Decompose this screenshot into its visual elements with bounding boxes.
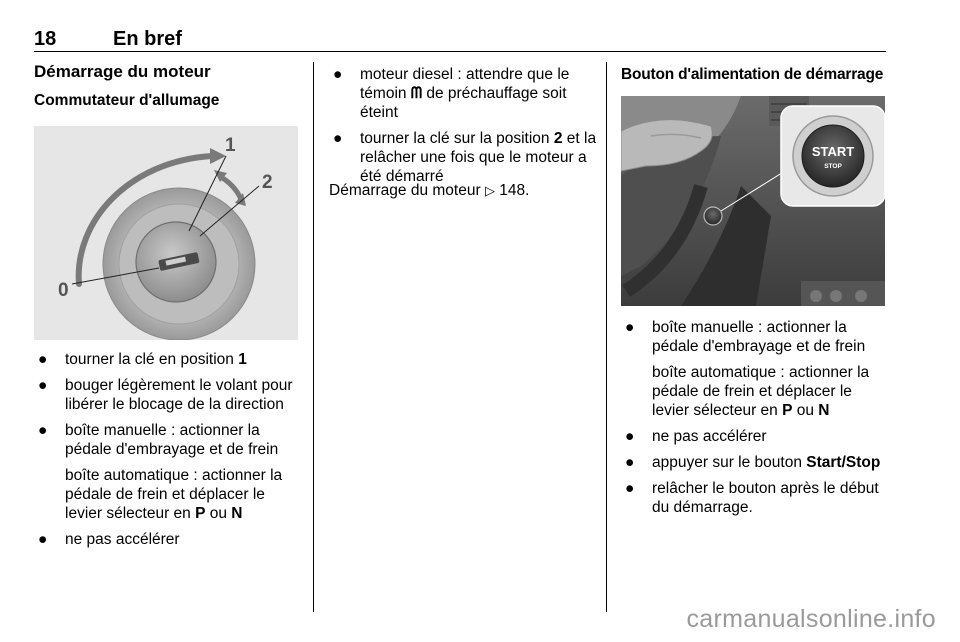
position-2-label: 2: [262, 172, 273, 193]
list-item: [621, 453, 889, 472]
cross-reference-page[interactable]: 148.: [494, 182, 530, 199]
step-subtext: boîte automatique : actionner la pédale de frein et déplacer le levier sélecteur en P ou N: [65, 467, 283, 522]
control-knob: [830, 290, 842, 302]
subsection-title: Commutateur d'allumage: [34, 92, 220, 109]
section-title: Démarrage du moteur: [34, 62, 211, 81]
control-knob: [855, 290, 867, 302]
bullet-glyph: ●: [333, 66, 343, 83]
control-knob: [810, 290, 822, 302]
step-bold: 1: [238, 351, 247, 368]
ignition-switch-illustration: [34, 126, 298, 340]
position-1-label: 1: [225, 135, 236, 156]
reference-arrow-icon: ▷: [484, 183, 495, 198]
bullet-glyph: ●: [625, 480, 635, 497]
list-item: [621, 318, 889, 420]
step-text: et la relâcher une fois que le moteur a été démarré: [360, 130, 597, 185]
bullet-glyph: ●: [38, 377, 48, 394]
list-item: [34, 350, 302, 369]
step-text: boîte manuelle : actionner la pédale d'embrayage et de frein: [65, 422, 279, 458]
step-text: relâcher le bouton après le début du démarrage.: [652, 480, 879, 516]
cross-reference: [329, 181, 595, 200]
page-number: 18: [34, 28, 57, 50]
start-label: START: [811, 144, 855, 159]
bullet-glyph: ●: [625, 428, 635, 445]
column-1-headings: [34, 62, 300, 111]
step-bold: 2: [553, 130, 563, 147]
start-button-title: Bouton d'alimentation de démarrage: [621, 66, 884, 83]
step-text: bouger légèrement le volant pour libérer le blocage de la direction: [65, 377, 293, 413]
list-item: [34, 530, 302, 549]
step-bold: Start/Stop: [806, 454, 881, 471]
bullet-glyph: ●: [38, 531, 48, 548]
column-1-steps: [34, 350, 302, 556]
step-text: ne pas accélérer: [65, 531, 180, 548]
list-item: [621, 427, 889, 446]
watermark: carmanualsonline.info: [686, 605, 936, 633]
column-2-steps: [329, 65, 597, 193]
step-text: ne pas accélérer: [652, 428, 767, 445]
page-header: [34, 28, 886, 52]
bullet-glyph: ●: [625, 454, 635, 471]
list-item: [621, 479, 889, 517]
list-item: [329, 129, 597, 186]
column-divider-1: [313, 62, 314, 612]
step-text: tourner la clé en position: [65, 351, 239, 368]
cross-reference-text: Démarrage du moteur: [329, 182, 485, 199]
start-stop-button-illustration: [621, 96, 885, 306]
list-item: [34, 376, 302, 414]
step-text: de préchauffage soit éteint: [360, 85, 567, 121]
column-3-steps: [621, 318, 889, 524]
position-0-label: 0: [58, 280, 69, 301]
start-stop-button-small: [704, 207, 722, 225]
glow-plug-icon: ᗰ: [410, 85, 423, 102]
step-subtext: boîte automatique : actionner la pédale de frein et déplacer le levier sélecteur en P ou N: [652, 364, 870, 419]
step-text: tourner la clé sur la position: [360, 130, 554, 147]
step-text: appuyer sur le bouton: [652, 454, 807, 471]
bullet-glyph: ●: [625, 319, 635, 336]
list-item: [329, 65, 597, 122]
stop-label: STOP: [824, 163, 842, 170]
step-text: boîte manuelle : actionner la pédale d'embrayage et de frein: [652, 319, 866, 355]
column-divider-2: [606, 62, 607, 612]
bullet-glyph: ●: [333, 130, 343, 147]
bullet-glyph: ●: [38, 422, 48, 439]
step-text: moteur diesel : attendre que le témoin: [360, 66, 570, 102]
bullet-glyph: ●: [38, 351, 48, 368]
page-title: En bref: [113, 28, 182, 50]
list-item: [34, 421, 302, 523]
